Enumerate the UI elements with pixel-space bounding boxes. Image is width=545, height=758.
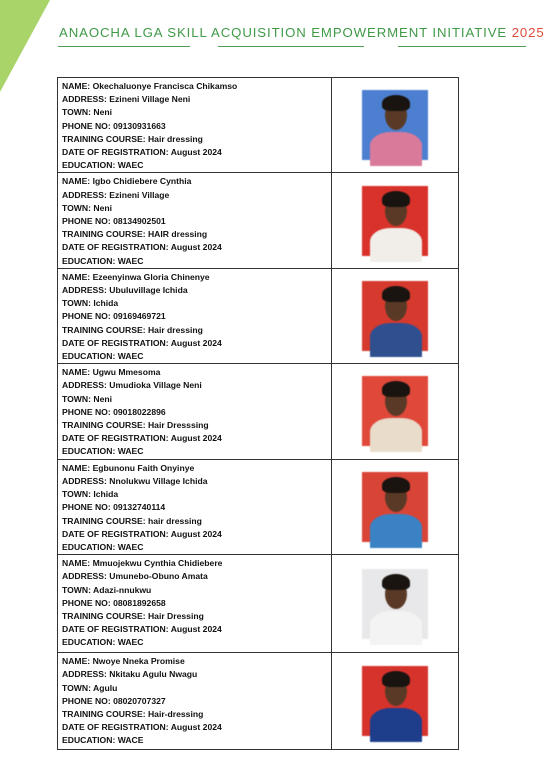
town-value: Ichida [93, 489, 119, 500]
trainee-photo [362, 666, 428, 736]
trainee-details-cell [58, 459, 332, 554]
date-value: August 2024 [170, 433, 222, 444]
date-label: DATE OF REGISTRATION: [62, 337, 169, 348]
date-label: DATE OF REGISTRATION: [62, 528, 169, 539]
trainee-details-cell [58, 268, 332, 363]
trainee-row [58, 555, 459, 653]
name-label: NAME: [62, 558, 91, 569]
trainee-education-line [62, 159, 331, 172]
photo-clothing [370, 228, 422, 262]
course-label: TRAINING COURSE: [62, 324, 146, 335]
course-value: HAIR dressing [147, 229, 208, 240]
trainee-photo [362, 472, 428, 542]
trainee-photo [362, 281, 428, 351]
trainee-name-line [62, 271, 331, 284]
trainee-photo [362, 90, 428, 160]
trainee-town-line [62, 488, 331, 501]
trainee-phone-line [62, 501, 331, 514]
address-value: Umunebo-Obuno Amata [109, 571, 208, 582]
address-label: ADDRESS: [62, 285, 107, 296]
address-label: ADDRESS: [62, 189, 107, 200]
course-label: TRAINING COURSE: [62, 229, 146, 240]
name-value: Ugwu Mmesoma [92, 367, 161, 378]
town-value: Adazi-nnukwu [93, 584, 152, 595]
trainee-address-line [62, 189, 331, 202]
photo-hair [382, 671, 410, 687]
education-label: EDUCATION: [62, 446, 116, 457]
header-divider-right [398, 46, 526, 47]
education-label: EDUCATION: [62, 351, 116, 362]
photo-clothing [370, 418, 422, 452]
trainee-phone-line [62, 597, 331, 610]
town-value: Neni [93, 393, 112, 404]
trainee-details-cell [58, 364, 332, 459]
address-label: ADDRESS: [62, 94, 107, 105]
trainee-education-line [62, 734, 331, 747]
phone-label: PHONE NO: [62, 311, 111, 322]
phone-label: PHONE NO: [62, 502, 111, 513]
course-label: TRAINING COURSE: [62, 708, 146, 719]
trainee-photo-cell [331, 555, 458, 653]
address-value: Ubuluvillage Ichida [109, 285, 188, 296]
trainee-name-line [62, 462, 331, 475]
phone-value: 09169469721 [113, 311, 166, 322]
town-label: TOWN: [62, 489, 91, 500]
trainee-photo-cell [331, 173, 458, 268]
trainee-name-line [62, 80, 331, 93]
trainee-phone-line [62, 695, 331, 708]
date-label: DATE OF REGISTRATION: [62, 433, 169, 444]
photo-hair [382, 286, 410, 302]
trainee-town-line [62, 202, 331, 215]
trainee-row [58, 173, 459, 268]
trainee-row [58, 459, 459, 554]
town-label: TOWN: [62, 393, 91, 404]
trainee-register-table [57, 77, 459, 750]
trainee-name-line [62, 655, 331, 668]
date-label: DATE OF REGISTRATION: [62, 624, 169, 635]
photo-hair [382, 574, 410, 590]
town-label: TOWN: [62, 298, 91, 309]
photo-clothing [370, 132, 422, 166]
phone-label: PHONE NO: [62, 120, 111, 131]
date-value: August 2024 [170, 242, 222, 253]
header-divider-center [218, 46, 364, 47]
trainee-course-line [62, 515, 331, 528]
trainee-address-line [62, 379, 331, 392]
trainee-address-line [62, 475, 331, 488]
trainee-course-line [62, 419, 331, 432]
trainee-town-line [62, 297, 331, 310]
trainee-rows [58, 78, 459, 750]
trainee-date-line [62, 528, 331, 541]
photo-hair [382, 477, 410, 493]
photo-clothing [370, 611, 422, 645]
trainee-photo [362, 376, 428, 446]
trainee-course-line [62, 610, 331, 623]
course-value: Hair dressing [147, 133, 203, 144]
education-value: WAEC [117, 446, 144, 457]
name-value: Ezeenyinwa Gloria Chinenye [92, 271, 210, 282]
trainee-details-cell [58, 173, 332, 268]
header-year: 2025 [511, 25, 545, 40]
address-value: Ezineni Village [109, 189, 170, 200]
address-value: Nnolukwu Village Ichida [109, 475, 208, 486]
trainee-education-line [62, 541, 331, 554]
address-label: ADDRESS: [62, 380, 107, 391]
course-value: Hair-dressing [147, 708, 204, 719]
date-value: August 2024 [170, 337, 222, 348]
phone-label: PHONE NO: [62, 695, 111, 706]
name-label: NAME: [62, 271, 91, 282]
date-label: DATE OF REGISTRATION: [62, 242, 169, 253]
trainee-phone-line [62, 215, 331, 228]
trainee-row [58, 78, 459, 173]
education-label: EDUCATION: [62, 255, 116, 266]
trainee-details-cell [58, 653, 332, 750]
trainee-date-line [62, 721, 331, 734]
trainee-education-line [62, 255, 331, 268]
phone-label: PHONE NO: [62, 406, 111, 417]
trainee-address-line [62, 284, 331, 297]
trainee-row [58, 364, 459, 459]
town-label: TOWN: [62, 107, 91, 118]
phone-value: 08081892658 [113, 597, 166, 608]
date-label: DATE OF REGISTRATION: [62, 722, 169, 733]
name-value: Okechaluonye Francisca Chikamso [92, 81, 238, 91]
trainee-name-line [62, 175, 331, 188]
trainee-photo-cell [331, 78, 458, 173]
trainee-course-line [62, 708, 331, 721]
date-value: August 2024 [170, 624, 222, 635]
education-value: WAEC [117, 351, 144, 362]
trainee-town-line [62, 393, 331, 406]
trainee-date-line [62, 432, 331, 445]
photo-hair [382, 95, 410, 111]
address-value: Umudioka Village Neni [109, 380, 202, 391]
phone-value: 08134902501 [113, 216, 166, 227]
address-label: ADDRESS: [62, 475, 107, 486]
town-value: Ichida [93, 298, 119, 309]
education-value: WAEC [117, 160, 144, 171]
trainee-town-line [62, 682, 331, 695]
trainee-row [58, 268, 459, 363]
trainee-education-line [62, 636, 331, 649]
name-value: Mmuojekwu Cynthia Chidiebere [92, 558, 223, 569]
address-label: ADDRESS: [62, 571, 107, 582]
trainee-address-line [62, 93, 331, 106]
trainee-photo-cell [331, 268, 458, 363]
trainee-town-line [62, 106, 331, 119]
trainee-phone-line [62, 310, 331, 323]
header-divider-left [58, 46, 190, 47]
trainee-name-line [62, 557, 331, 570]
name-value: Nwoye Nneka Promise [92, 656, 185, 667]
course-value: hair dressing [147, 515, 202, 526]
address-value: Nkitaku Agulu Nwagu [109, 669, 198, 680]
trainee-date-line [62, 146, 331, 159]
trainee-course-line [62, 324, 331, 337]
trainee-date-line [62, 623, 331, 636]
education-label: EDUCATION: [62, 637, 116, 648]
trainee-address-line [62, 570, 331, 583]
education-value: WAEC [117, 637, 144, 648]
town-label: TOWN: [62, 584, 91, 595]
date-value: August 2024 [170, 528, 222, 539]
education-value: WAEC [117, 255, 144, 266]
trainee-course-line [62, 228, 331, 241]
trainee-course-line [62, 133, 331, 146]
education-label: EDUCATION: [62, 160, 116, 171]
trainee-details-cell [58, 555, 332, 653]
date-value: August 2024 [170, 147, 222, 158]
name-label: NAME: [62, 176, 91, 187]
trainee-education-line [62, 350, 331, 363]
town-value: Neni [93, 107, 112, 118]
address-label: ADDRESS: [62, 669, 107, 680]
phone-value: 08020707327 [113, 695, 166, 706]
education-label: EDUCATION: [62, 541, 116, 552]
date-label: DATE OF REGISTRATION: [62, 147, 169, 158]
phone-value: 09018022896 [113, 406, 166, 417]
education-label: EDUCATION: [62, 735, 116, 746]
trainee-town-line [62, 584, 331, 597]
photo-clothing [370, 708, 422, 742]
town-label: TOWN: [62, 202, 91, 213]
course-label: TRAINING COURSE: [62, 420, 146, 431]
trainee-date-line [62, 241, 331, 254]
town-value: Neni [93, 202, 112, 213]
name-label: NAME: [62, 656, 91, 667]
course-value: Hair dressing [147, 324, 203, 335]
name-label: NAME: [62, 462, 91, 473]
trainee-photo-cell [331, 653, 458, 750]
trainee-phone-line [62, 406, 331, 419]
trainee-details-cell [58, 78, 332, 173]
photo-hair [382, 381, 410, 397]
phone-value: 09132740114 [113, 502, 166, 513]
trainee-photo [362, 186, 428, 256]
trainee-phone-line [62, 120, 331, 133]
course-label: TRAINING COURSE: [62, 133, 146, 144]
course-value: Hair Dresssing [147, 420, 209, 431]
trainee-photo-cell [331, 364, 458, 459]
address-value: Ezineni Village Neni [109, 94, 191, 105]
name-value: Egbunonu Faith Onyinye [92, 462, 195, 473]
education-value: WAEC [117, 541, 144, 552]
course-label: TRAINING COURSE: [62, 610, 146, 621]
trainee-photo [362, 569, 428, 639]
name-label: NAME: [62, 81, 91, 91]
phone-value: 09130931663 [113, 120, 166, 131]
town-label: TOWN: [62, 682, 91, 693]
town-value: Agulu [93, 682, 118, 693]
trainee-address-line [62, 668, 331, 681]
trainee-education-line [62, 445, 331, 458]
trainee-name-line [62, 366, 331, 379]
phone-label: PHONE NO: [62, 597, 111, 608]
photo-clothing [370, 323, 422, 357]
photo-clothing [370, 514, 422, 548]
course-label: TRAINING COURSE: [62, 515, 146, 526]
trainee-date-line [62, 337, 331, 350]
trainee-row [58, 653, 459, 750]
page-header-title: ANAOCHA LGA SKILL ACQUISITION EMPOWERMENT INITIATIVE 2025 [59, 25, 545, 40]
corner-decoration [0, 0, 50, 92]
phone-label: PHONE NO: [62, 216, 111, 227]
name-value: Igbo Chidiebere Cynthia [92, 176, 192, 187]
name-label: NAME: [62, 367, 91, 378]
date-value: August 2024 [170, 722, 222, 733]
course-value: Hair Dressing [147, 610, 204, 621]
education-value: WACE [117, 735, 144, 746]
photo-hair [382, 191, 410, 207]
trainee-photo-cell [331, 459, 458, 554]
